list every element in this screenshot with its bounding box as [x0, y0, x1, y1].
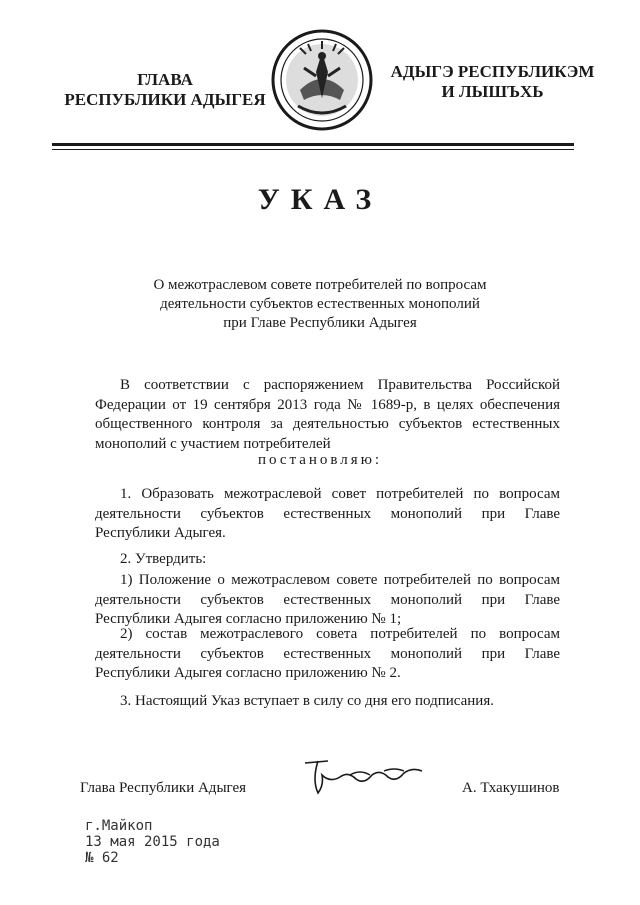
document-subject: О межотраслевом совете потребителей по вопросам деятельности субъектов естественных монополий при Главе Республики Адыгея — [153, 277, 487, 331]
signatory-name: А. Тхакушинов — [462, 780, 560, 796]
coat-of-arms-emblem — [270, 28, 374, 132]
handwritten-signature — [300, 755, 430, 800]
issuer-adyghe-line-1: АДЫГЭ РЕСПУБЛИКЭМ — [390, 62, 595, 81]
clause-2-item-1: 1) Положение о межотраслевом совете потребителей по вопросам деятельности субъектов естественных монополий при Главе Республики Адыгея согласно приложению № 1; — [95, 572, 560, 627]
decree-number: № 62 — [85, 850, 119, 866]
issuer-header-adyghe — [380, 62, 605, 102]
issuer-line-1: ГЛАВА — [137, 70, 193, 89]
header-rule-thin — [52, 149, 574, 150]
clause-3: 3. Настоящий Указ вступает в силу со дня его подписания. — [120, 693, 494, 709]
clause-1: 1. Образовать межотраслевой совет потребителей по вопросам деятельности субъектов естественных монополий при Главе Республики Адыгея. — [95, 486, 560, 541]
clause-2: 2. Утвердить: — [120, 551, 207, 567]
issuer-adyghe-line-2: И ЛЫШЪХЬ — [441, 82, 544, 101]
document-title: УКАЗ — [257, 183, 383, 216]
header-rule-thick — [52, 143, 574, 146]
issuer-line-2: РЕСПУБЛИКИ АДЫГЕЯ — [64, 90, 266, 109]
signatory-title: Глава Республики Адыгея — [80, 780, 247, 796]
preamble-paragraph: В соответствии с распоряжением Правительства Российской Федерации от 19 сентября 2013 года № 1689-р, в целях обеспечения общественного контроля за деятельностью субъектов естественных монополий с участием потребителей — [95, 377, 560, 452]
clause-2-item-2: 2) состав межотраслевого совета потребителей по вопросам деятельности субъектов естественных монополий при Главе Республики Адыгея согласно приложению № 2. — [95, 626, 560, 681]
decree-word: постановляю: — [257, 452, 383, 468]
issue-city: г.Майкоп — [85, 818, 153, 834]
issuer-header-russian — [40, 70, 290, 110]
issue-date: 13 мая 2015 года — [85, 834, 220, 850]
